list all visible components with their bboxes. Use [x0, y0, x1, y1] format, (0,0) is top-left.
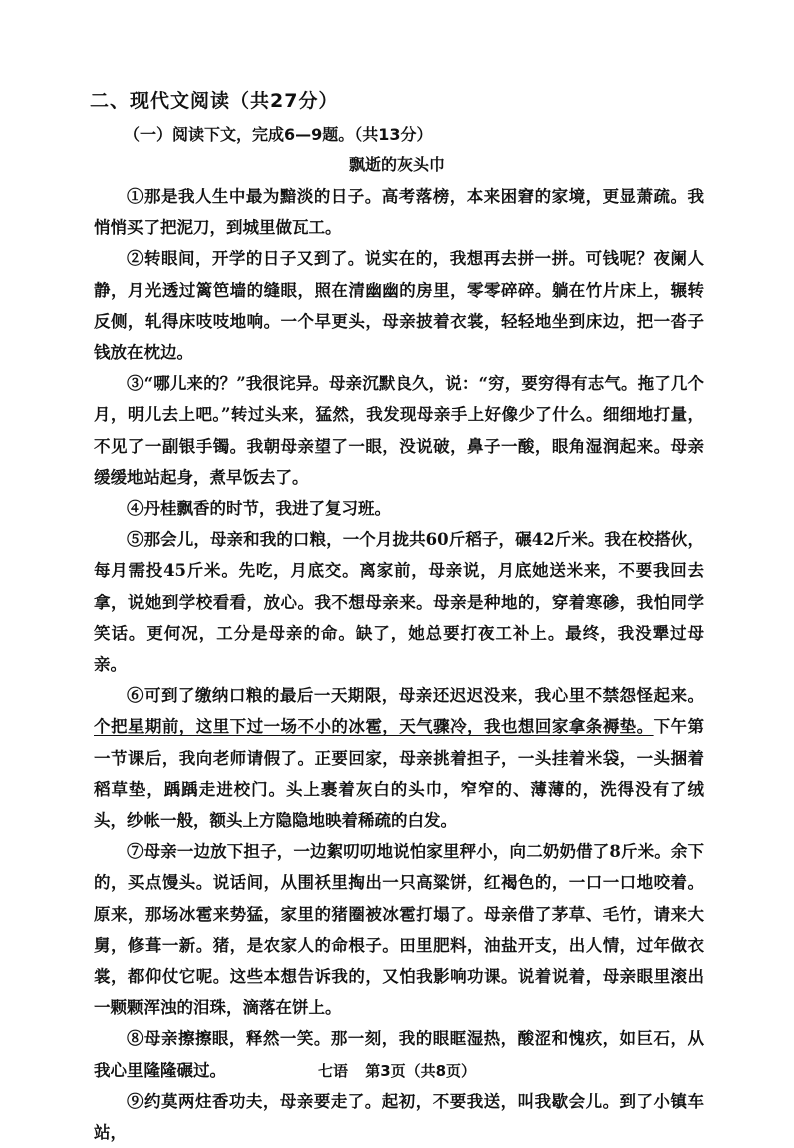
paragraph-9: ⑨约莫两炷香功夫，母亲要走了。起初，不要我送，叫我歇会儿。到了小镇车站，	[94, 1091, 704, 1143]
paragraph-4: ④丹桂飘香的时节，我进了复习班。	[127, 499, 391, 519]
paragraph-1: ①那是我人生中最为黯淡的日子。高考落榜，本来困窘的家境，更显萧疏。我悄悄买了把泥刀，到城里做瓦工。	[94, 187, 704, 238]
page-footer	[0, 1060, 794, 1081]
paragraph-7: ⑦母亲一边放下担子，一边絮叨叨地说怕家里秤小，向二奶奶借了8斤米。余下的，买点馒头。说话间，从围袄里掏出一只高粱饼，红褐色的，一口一口地咬着。原来，那场冰雹来势猛，家里的猪圈被冰雹打塌了。母亲借了茅草、毛竹，请来大舅，修葺一新。猪，是农家人的命根子。田里肥料，油盐开支，出人情，过年做衣裳，都仰仗它呢。这些本想告诉我的，又怕我影响功课。说着说着，母亲眼里滚出一颗颗浑浊的泪珠，滴落在饼上。	[94, 842, 704, 1018]
footer-page-number: 第3页（共8页）	[365, 1062, 477, 1080]
paragraph-5: ⑤那会儿，母亲和我的口粮，一个月拢共60斤稻子，碾42斤米。我在校搭伙，每月需投45斤米。先吃，月底交。离家前，母亲说，月底她送米来，不要我回去拿，说她到学校看看，放心。我不想母亲来。母亲是种地的，穿着寒碜，我怕同学笑话。更何况，工分是母亲的命。缺了，她总要打夜工补上。最终，我没犟过母亲。	[94, 530, 704, 675]
question-instruction: （一）阅读下文，完成6—9题。（共13分）	[124, 125, 433, 144]
underlined-sentence: 个把星期前，这里下过一场不小的冰雹，天气骤冷，我也想回家拿条褥垫。	[94, 717, 654, 737]
paragraph-2: ②转眼间，开学的日子又到了。说实在的，我想再去拼一拼。可钱呢？夜阑人静，月光透过篱笆墙的缝眼，照在清幽幽的房里，零零碎碎。躺在竹片床上，辗转反侧，轧得床吱吱地响。一个早更头，母亲披着衣裳，轻轻地坐到床边，把一沓子钱放在枕边。	[94, 249, 704, 363]
article-title: 飘逝的灰头巾	[348, 155, 445, 174]
paragraph-6-start: ⑥可到了缴纳口粮的最后一天期限，母亲还迟迟没来，我心里不禁怨怪起来。	[127, 686, 704, 706]
paragraph-6	[94, 680, 704, 836]
footer-subject: 七语	[317, 1062, 348, 1080]
paragraph-3: ③“哪儿来的？”我很诧异。母亲沉默良久，说：“穷，要穷得有志气。拖了几个月，明儿去上吧。”转过头来，猛然，我发现母亲手上好像少了什么。细细地打量，不见了一副银手镯。我朝母亲望了一眼，没说破，鼻子一酸，眼角湿润起来。母亲缓缓地站起身，煮早饭去了。	[94, 374, 704, 487]
paragraph-8: ⑧母亲擦擦眼，释然一笑。那一刻，我的眼眶湿热，酸涩和愧疚，如巨石，从我心里隆隆碾过。	[94, 1029, 704, 1080]
paragraph-6-rest: 下午第一节课后，我向老师请假了。正要回家，母亲挑着担子，一头挂着米袋，一头捆着稻草垫，踽踽走进校门。头上裹着灰白的头巾，窄窄的、薄薄的，洗得没有了绒头，纱帐一般，额头上方隐隐地映着稀疏的白发。	[94, 717, 705, 831]
section-title: 二、现代文阅读（共27分）	[90, 90, 339, 112]
article-body	[94, 181, 704, 1148]
